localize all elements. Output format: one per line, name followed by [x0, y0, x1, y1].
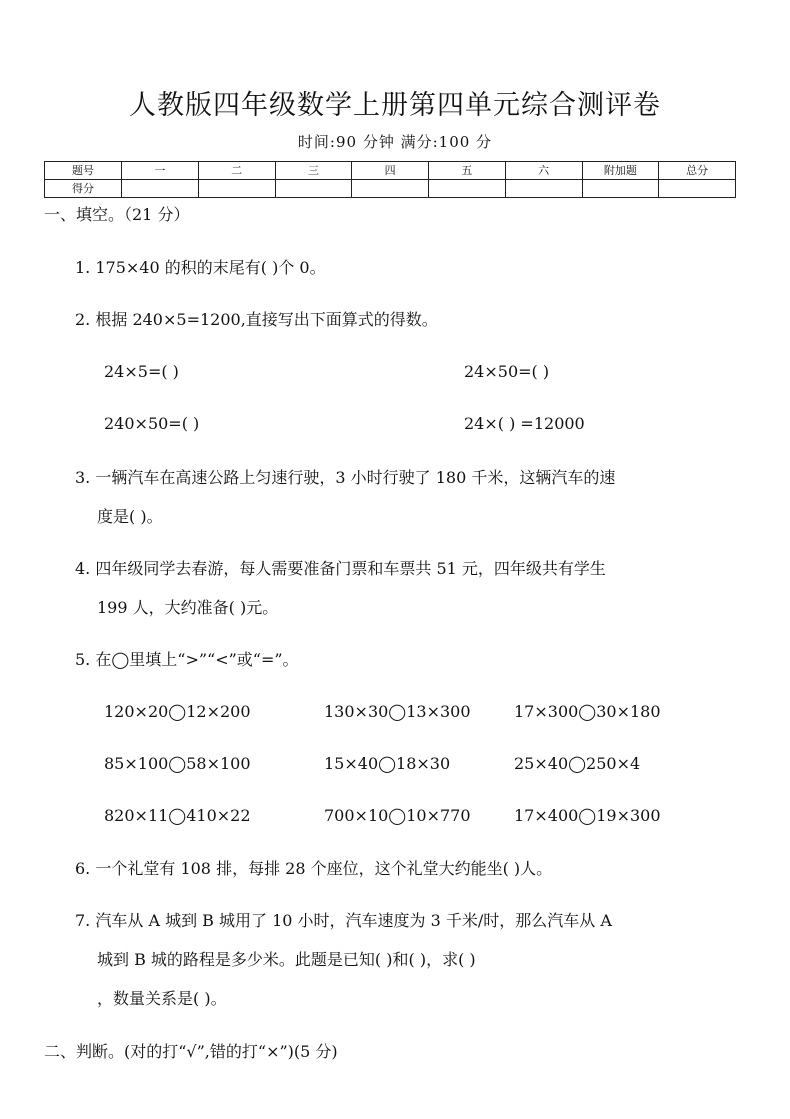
score-cell[interactable] [505, 180, 582, 198]
score-header-cell: 二 [198, 162, 275, 180]
q5-item: 820×11◯410×22 [104, 806, 251, 825]
score-table-score-row [45, 180, 736, 198]
q2-item: 240×50=( ) [104, 414, 200, 433]
q5-item: 130×30◯13×300 [324, 702, 471, 721]
section-1-heading: 一、填空。（21 分） [44, 205, 190, 224]
q5-item: 120×20◯12×200 [104, 702, 251, 721]
q5-item: 17×400◯19×300 [514, 806, 661, 825]
q5-item: 17×300◯30×180 [514, 702, 661, 721]
score-cell[interactable] [352, 180, 429, 198]
score-cell[interactable] [198, 180, 275, 198]
question-4: 4. 四年级同学去春游，每人需要准备门票和车票共 51 元，四年级共有学生 [75, 559, 606, 578]
score-row-label: 得分 [45, 180, 122, 198]
q5-item: 85×100◯58×100 [104, 754, 251, 773]
question-4-cont: 199 人，大约准备( )元。 [97, 598, 279, 617]
score-header-cell: 五 [429, 162, 506, 180]
score-header-cell: 一 [122, 162, 199, 180]
exam-info: 时间:90 分钟 满分:100 分 [297, 133, 493, 151]
question-7-cont: 城到 B 城的路程是多少米。此题是已知( )和( )，求( ) [97, 950, 476, 969]
question-3-cont: 度是( )。 [97, 507, 163, 526]
question-7: 7. 汽车从 A 城到 B 城用了 10 小时，汽车速度为 3 千米/时，那么汽车从 A [75, 911, 612, 930]
question-3: 3. 一辆汽车在高速公路上匀速行驶，3 小时行驶了 180 千米，这辆汽车的速 [75, 468, 616, 487]
q5-item: 700×10◯10×770 [324, 806, 471, 825]
q2-item: 24×( ) =12000 [464, 414, 585, 433]
question-5: 5. 在◯里填上“>”“<”或“=”。 [75, 650, 299, 669]
section-2-heading: 二、判断。(对的打“√”,错的打“×”)(5 分) [44, 1042, 338, 1061]
score-cell[interactable] [122, 180, 199, 198]
score-cell[interactable] [659, 180, 736, 198]
q5-item: 15×40◯18×30 [324, 754, 451, 773]
score-table-header-row [45, 162, 736, 180]
score-header-cell: 总分 [659, 162, 736, 180]
q5-item: 25×40◯250×4 [514, 754, 641, 773]
q2-item: 24×5=( ) [104, 362, 179, 381]
score-cell[interactable] [275, 180, 352, 198]
score-header-cell: 题号 [45, 162, 122, 180]
q2-item: 24×50=( ) [464, 362, 550, 381]
question-7-cont: ，数量关系是( )。 [97, 989, 227, 1008]
question-2: 2. 根据 240×5=1200,直接写出下面算式的得数。 [75, 310, 438, 329]
question-6: 6. 一个礼堂有 108 排，每排 28 个座位，这个礼堂大约能坐( )人。 [75, 859, 553, 878]
score-table [44, 161, 736, 198]
score-header-cell: 三 [275, 162, 352, 180]
score-header-cell: 四 [352, 162, 429, 180]
score-cell[interactable] [429, 180, 506, 198]
score-cell[interactable] [582, 180, 659, 198]
score-header-cell: 附加题 [582, 162, 659, 180]
score-header-cell: 六 [505, 162, 582, 180]
page-title: 人教版四年级数学上册第四单元综合测评卷 [129, 90, 661, 121]
question-1: 1. 175×40 的积的末尾有( )个 0。 [75, 258, 326, 277]
